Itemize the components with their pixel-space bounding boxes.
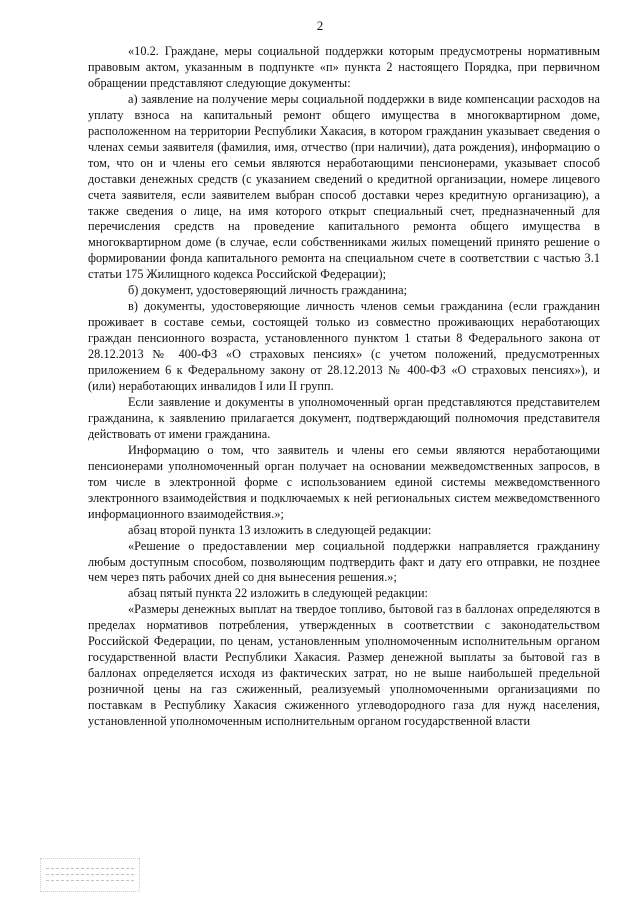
paragraph-item-b: б) документ, удостоверяющий личность гражданина; (128, 283, 408, 298)
faint-stamp (40, 858, 140, 892)
paragraph-item-v: в) документы, удостоверяющие личность членов семьи гражданина (если гражданин проживает в составе семьи, состоящей только из совместно проживающих неработающих граждан пенсионного возраста, установленного пунктом 1 статьи 8 Федерального закона от 28.12.2013 № 400-ФЗ «О страховых пенсиях» (с учетом положений, предусмотренных приложением 6 к Федеральному закону от 28.12.2013 № 400-ФЗ «О страховых пенсиях»), и (или) неработающих инвалидов I или II групп. (88, 299, 600, 394)
paragraph-amend-13: абзац второй пункта 13 изложить в следующей редакции: (128, 522, 432, 537)
paragraph-10-2-intro: «10.2. Граждане, меры социальной поддержки которым предусмотрены нормативным правовым актом, указанным в подпункте «п» пункта 2 настоящего Порядка, при первичном обращении представляют следующие документы: (88, 44, 600, 90)
paragraph-item-a: а) заявление на получение меры социальной поддержки в виде компенсации расходов на уплату взноса на капитальный ремонт общего имущества в многоквартирном доме, расположенном на территории Республики Хакасия, в котором гражданин указывает сведения о членах семьи заявителя (фамилия, имя, отчество (при наличии), дата рождения), информацию о том, что он и члены его семьи являются неработающими пенсионерами, указывает способ доставки денежных средств (с указанием сведений о кредитной организации, номере лицевого счета заявителя, если заявителем выбран способ доставки через кредитную организацию), а также сведения о лице, на имя которого открыт специальный счет, предназначенный для перечисления средств на проведение капитального ремонта общего имущества в многоквартирном доме (в случае, если собственниками жилых помещений принято решение о формировании фонда капитального ремонта на специальном счете в соответствии с частью 3.1 статьи 175 Жилищного кодекса Российской Федерации); (88, 91, 600, 282)
page-number: 2 (316, 18, 324, 33)
paragraph-interagency-info: Информацию о том, что заявитель и члены его семьи являются неработающими пенсионерами уполномоченный орган получает на основании межведомственных запросов, в том числе в электронной форме с использованием единой системы межведомственного электронного взаимодействия и подключаемых к ней региональных систем межведомственного информационного взаимодействия.»; (88, 442, 600, 521)
paragraph-payment-sizes: «Размеры денежных выплат на твердое топливо, бытовой газ в баллонах определяются в пределах нормативов потребления, утвержденных в соответствии с законодательством Российской Федерации, по ценам, установленным уполномоченным исполнительным органом государственной власти Республики Хакасия. Размер денежной выплаты за бытовой газ в баллонах определяется исходя из фактических затрат, но не выше наибольшей предельной розничной цены на газ сжиженный, реализуемый уполномоченными организациями по поставкам в Республику Хакасия сжиженного углеводородного газа для нужд населения, установленной уполномоченным исполнительным органом государственной власти (88, 602, 600, 729)
paragraph-decision-notice: «Решение о предоставлении мер социальной поддержки направляется гражданину любым доступным способом, позволяющим подтвердить факт и дату его отправки, не позднее чем через пять рабочих дней со дня вынесения решения.»; (88, 538, 600, 585)
document-body (88, 44, 600, 730)
paragraph-representative: Если заявление и документы в уполномоченный орган представляются представителем гражданина, к заявлению прилагается документ, подтверждающий полномочия представителя действовать от имени гражданина. (88, 394, 600, 441)
paragraph-amend-22: абзац пятый пункта 22 изложить в следующей редакции: (128, 586, 429, 601)
